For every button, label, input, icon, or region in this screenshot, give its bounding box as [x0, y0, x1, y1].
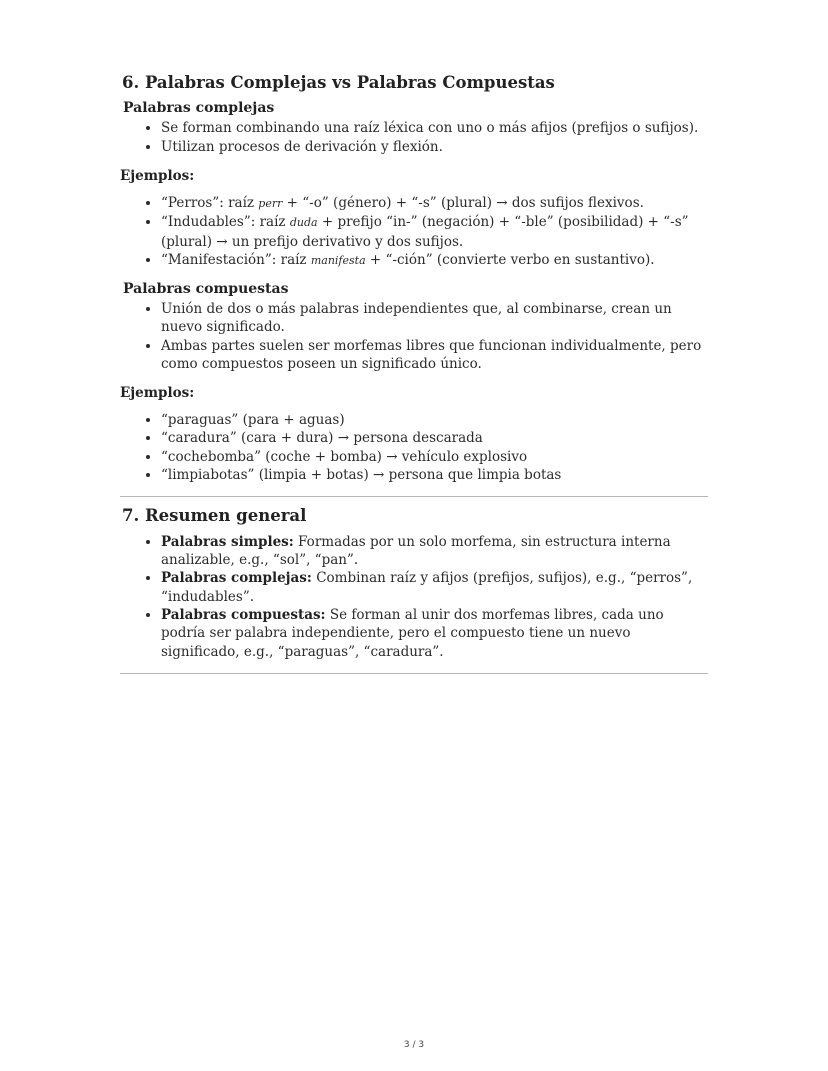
page-content: [120, 72, 710, 682]
list-item: • “caradura” (cara + dura) → persona descarada: [161, 429, 710, 447]
list-item: • “paraguas” (para + aguas): [161, 411, 710, 429]
section-6-title: 6. Palabras Complejas vs Palabras Compuestas: [122, 73, 555, 92]
list-item: • “Perros”: raíz perr + “-o” (género) + “-s” (plural) → dos sufijos flexivos.: [161, 194, 710, 213]
compuestas-heading: Palabras compuestas: [123, 281, 289, 298]
complejas-examples: [120, 194, 710, 270]
root-term: manifesta: [310, 253, 366, 267]
summary-term: Palabras compuestas:: [161, 607, 326, 623]
summary-term: Palabras simples:: [161, 533, 294, 550]
list-item: • Ambas partes suelen ser morfemas libres que funcionan individualmente, pero como compuestos poseen un significado único.: [161, 337, 710, 374]
list-item: • “cochebomba” (coche + bomba) → vehículo explosivo: [161, 448, 710, 466]
section-divider: [120, 673, 708, 674]
summary-list: [120, 533, 710, 661]
section-7-title: 7. Resumen general: [122, 506, 307, 526]
page-number: 3 / 3: [403, 1040, 425, 1050]
list-item: • Palabras complejas: Combinan raíz y afijos (prefijos, sufijos), e.g., “perros”, “indudables”.: [161, 569, 710, 606]
compuestas-bullets: [120, 300, 710, 373]
list-item: • Unión de dos o más palabras independientes que, al combinarse, crean un nuevo significado.: [161, 300, 710, 337]
spacer: [120, 270, 710, 280]
list-item: • Palabras compuestas: Se forman al unir dos morfemas libres, cada uno podría ser palabra independiente, pero el compuesto tiene un nuevo significado, e.g., “paraguas”, “caradura”.: [161, 606, 710, 661]
compuestas-examples: [120, 411, 710, 484]
root-term: perr: [258, 196, 283, 210]
list-item: • Se forman combinando una raíz léxica con uno o más afijos (prefijos o sufijos).: [161, 119, 710, 137]
list-item: • “Indudables”: raíz duda + prefijo “in-” (negación) + “-ble” (posibilidad) + “-s” (plural) → un prefijo derivativo y dos sufijos.: [161, 213, 710, 251]
complejas-examples-label: Ejemplos:: [120, 167, 195, 184]
list-item: • “Manifestación”: raíz manifesta + “-ción” (convierte verbo en sustantivo).: [161, 251, 710, 270]
list-item: • Palabras simples: Formadas por un solo morfema, sin estructura interna analizable, e.g., “sol”, “pan”.: [161, 533, 710, 570]
list-item: • “limpiabotas” (limpia + botas) → persona que limpia botas: [161, 466, 710, 484]
compuestas-examples-label: Ejemplos:: [120, 385, 195, 402]
section-divider: [120, 496, 708, 497]
summary-term: Palabras complejas:: [161, 570, 312, 587]
list-item: • Utilizan procesos de derivación y flexión.: [161, 138, 710, 156]
root-term: duda: [289, 216, 318, 230]
complejas-heading: Palabras complejas: [123, 100, 275, 117]
complejas-bullets: [120, 119, 710, 156]
